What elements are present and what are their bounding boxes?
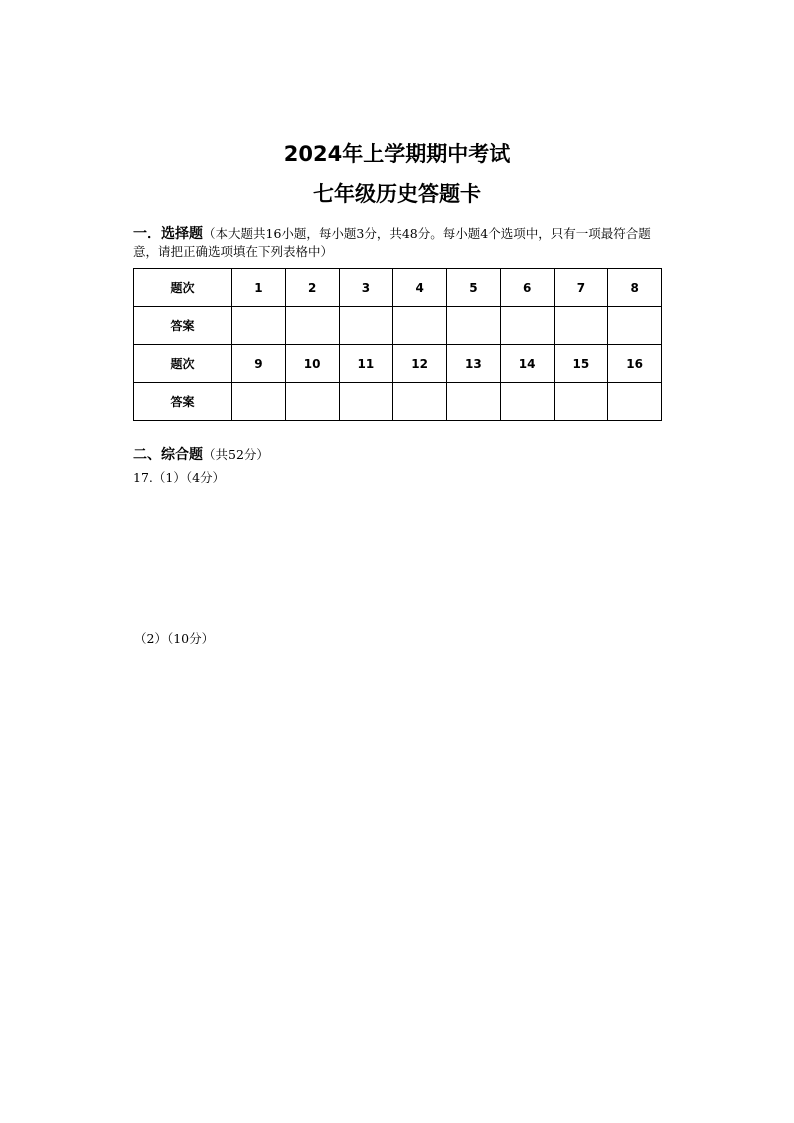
question-number-cell: 15 xyxy=(554,345,608,383)
question-17-part-2-answer-area[interactable] xyxy=(133,651,661,1051)
answer-cell-8[interactable] xyxy=(608,307,662,345)
question-number-cell: 1 xyxy=(232,269,286,307)
answer-cell-6[interactable] xyxy=(500,307,554,345)
section-multiple-choice-heading xyxy=(133,225,663,260)
row-label-answer: 答案 xyxy=(134,307,232,345)
question-number-cell: 9 xyxy=(232,345,286,383)
answer-cell-9[interactable] xyxy=(232,383,286,421)
question-number-cell: 11 xyxy=(339,345,393,383)
question-number-cell: 10 xyxy=(285,345,339,383)
answer-cell-7[interactable] xyxy=(554,307,608,345)
section-comprehensive-heading xyxy=(133,446,663,464)
question-17-part-1-label: 17.（1）（4分） xyxy=(133,470,226,485)
answer-grid-table xyxy=(133,268,662,421)
answer-row-2 xyxy=(134,383,662,421)
section-2-title: 二、综合题 xyxy=(133,447,203,463)
row-label-answer: 答案 xyxy=(134,383,232,421)
answer-cell-5[interactable] xyxy=(447,307,501,345)
question-number-cell: 3 xyxy=(339,269,393,307)
answer-cell-2[interactable] xyxy=(285,307,339,345)
question-number-cell: 4 xyxy=(393,269,447,307)
question-number-row-2 xyxy=(134,345,662,383)
question-number-cell: 16 xyxy=(608,345,662,383)
section-2-note: （共52分） xyxy=(203,447,269,462)
question-17-part-2-label: （2）（10分） xyxy=(134,631,215,646)
answer-cell-16[interactable] xyxy=(608,383,662,421)
question-number-cell: 5 xyxy=(447,269,501,307)
answer-cell-10[interactable] xyxy=(285,383,339,421)
question-17-part-1-answer-area[interactable] xyxy=(133,490,661,625)
question-number-cell: 8 xyxy=(608,269,662,307)
row-label-question: 题次 xyxy=(134,345,232,383)
exam-title: 2024年上学期期中考试 xyxy=(283,142,511,166)
answer-cell-15[interactable] xyxy=(554,383,608,421)
answer-cell-4[interactable] xyxy=(393,307,447,345)
question-number-cell: 14 xyxy=(500,345,554,383)
row-label-question: 题次 xyxy=(134,269,232,307)
answer-cell-12[interactable] xyxy=(393,383,447,421)
answer-row-1 xyxy=(134,307,662,345)
answer-cell-14[interactable] xyxy=(500,383,554,421)
answer-cell-11[interactable] xyxy=(339,383,393,421)
question-number-cell: 7 xyxy=(554,269,608,307)
answer-sheet-subtitle: 七年级历史答题卡 xyxy=(313,182,481,206)
question-number-cell: 12 xyxy=(393,345,447,383)
answer-cell-1[interactable] xyxy=(232,307,286,345)
section-1-instructions: （本大题共16小题，每小题3分，共48分。每小题4个选项中，只有一项最符合题意，请把正确选项填在下列表格中） xyxy=(133,226,651,259)
question-number-cell: 13 xyxy=(447,345,501,383)
section-1-title: 一．选择题 xyxy=(133,226,203,242)
question-number-cell: 2 xyxy=(285,269,339,307)
question-number-cell: 6 xyxy=(500,269,554,307)
answer-cell-13[interactable] xyxy=(447,383,501,421)
answer-cell-3[interactable] xyxy=(339,307,393,345)
question-number-row-1 xyxy=(134,269,662,307)
